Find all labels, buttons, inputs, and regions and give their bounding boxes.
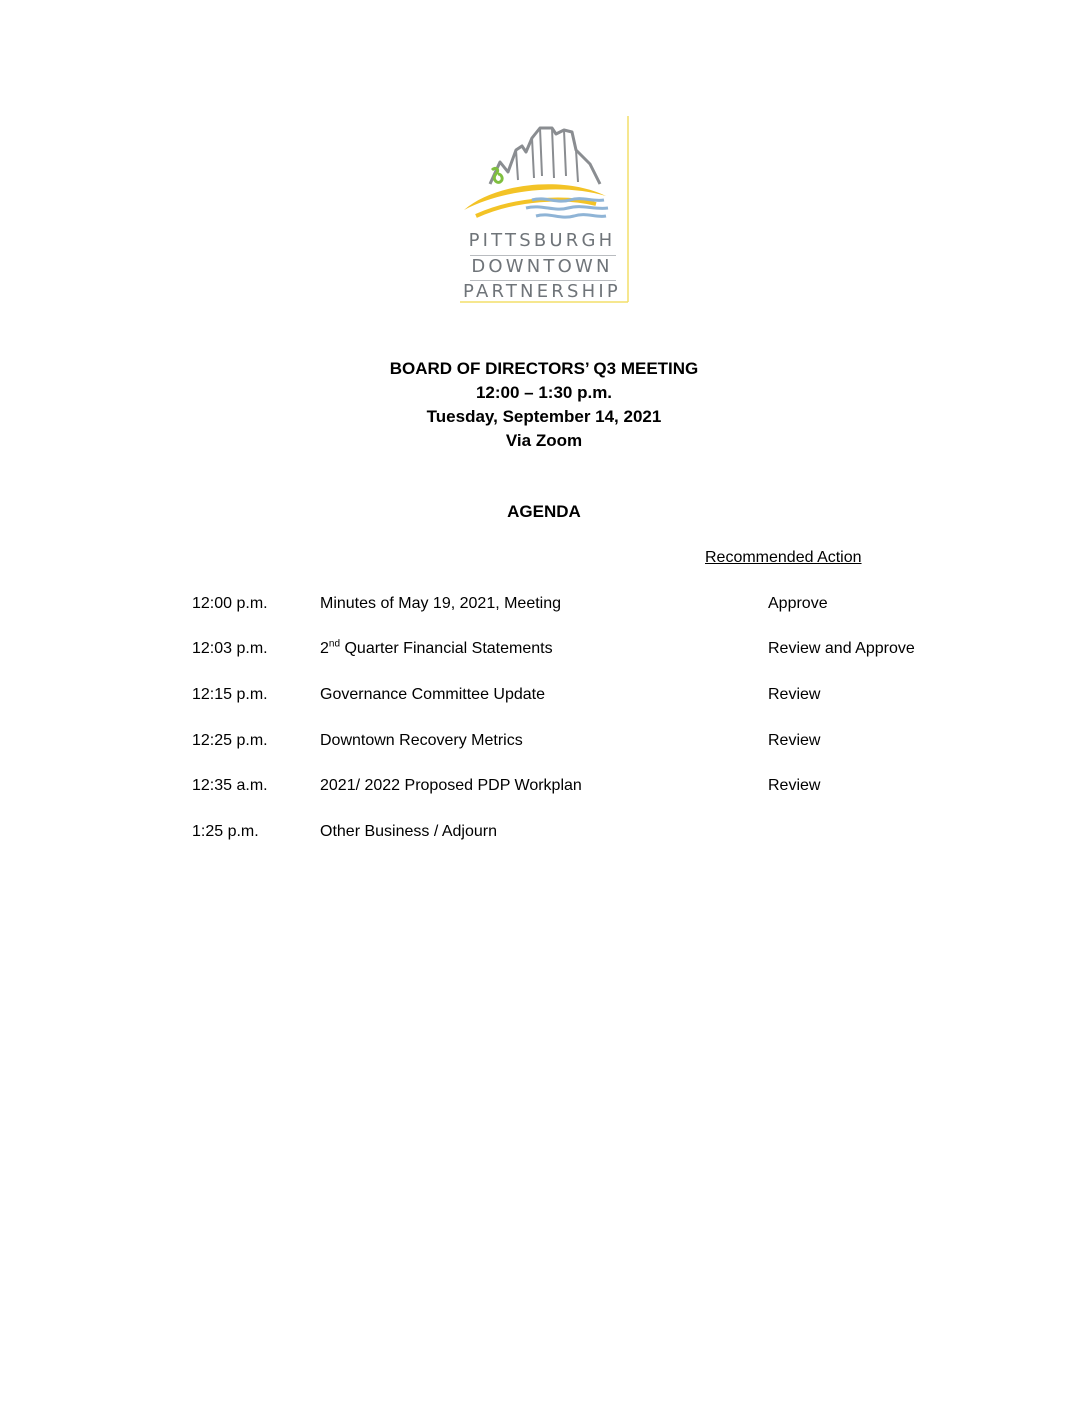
- agenda-item: Minutes of May 19, 2021, Meeting: [320, 595, 562, 612]
- agenda-time: 12:35 a.m.: [192, 777, 268, 794]
- agenda-time: 12:00 p.m.: [192, 595, 268, 612]
- agenda-row: [0, 640, 1088, 662]
- agenda-item: Downtown Recovery Metrics: [320, 732, 523, 749]
- agenda-time: 12:03 p.m.: [192, 640, 268, 657]
- agenda-action: Review: [768, 686, 821, 703]
- recommended-action-header: Recommended Action: [705, 549, 862, 566]
- agenda-time: 12:25 p.m.: [192, 732, 268, 749]
- agenda-item-number: 2: [320, 640, 329, 657]
- agenda-row: [0, 732, 1088, 754]
- logo-text-line3: PARTNERSHIP: [463, 281, 621, 302]
- agenda-action: Review: [768, 777, 821, 794]
- meeting-location: Via Zoom: [505, 431, 583, 450]
- agenda-action: Approve: [768, 595, 828, 612]
- organization-logo: [456, 112, 632, 306]
- agenda-action: Review and Approve: [768, 640, 915, 657]
- agenda-time: 1:25 p.m.: [192, 823, 259, 840]
- logo-text-line1: PITTSBURGH: [468, 230, 616, 251]
- agenda-title: AGENDA: [507, 502, 581, 521]
- agenda-row: [0, 595, 1088, 617]
- agenda-item-text: Quarter Financial Statements: [340, 640, 553, 657]
- agenda-row: [0, 823, 1088, 845]
- meeting-title: BOARD OF DIRECTORS’ Q3 MEETING: [389, 359, 699, 378]
- meeting-date: Tuesday, September 14, 2021: [426, 407, 662, 426]
- agenda-item: [320, 640, 553, 658]
- agenda-item: 2021/ 2022 Proposed PDP Workplan: [320, 777, 582, 794]
- agenda-item: Governance Committee Update: [320, 686, 545, 703]
- agenda-time: 12:15 p.m.: [192, 686, 268, 703]
- meeting-time: 12:00 – 1:30 p.m.: [475, 383, 613, 402]
- agenda-item: Other Business / Adjourn: [320, 823, 497, 840]
- agenda-item-ordinal: nd: [328, 638, 341, 650]
- agenda-action: Review: [768, 732, 821, 749]
- agenda-row: [0, 686, 1088, 708]
- logo-text-line2: DOWNTOWN: [471, 256, 613, 277]
- agenda-row: [0, 777, 1088, 799]
